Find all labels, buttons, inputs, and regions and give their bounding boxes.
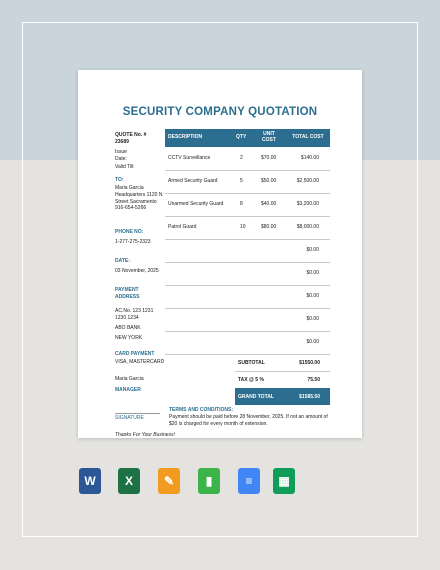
table-row xyxy=(165,193,330,217)
cell-total-cost: $0.00 xyxy=(306,316,319,322)
grand-total-value: $1585.50 xyxy=(299,394,320,400)
cell-qty: 5 xyxy=(240,178,243,184)
table-row xyxy=(165,285,330,309)
phone-label: PHONE NO: xyxy=(115,229,144,235)
signer-role: MANAGER xyxy=(115,387,141,393)
cell-description: Patrol Guard xyxy=(168,224,197,230)
cell-qty: 2 xyxy=(240,155,243,161)
header-description: DESCRIPTION xyxy=(168,134,203,140)
cell-description: Unarmed Security Guard xyxy=(168,201,224,207)
cell-total-cost: $0.00 xyxy=(306,339,319,345)
app-icon-row xyxy=(0,468,440,498)
signature-label: SIGNATURE xyxy=(115,415,144,421)
cell-unit-cost: $50.00 xyxy=(261,178,277,184)
document-title: SECURITY COMPANY QUOTATION xyxy=(122,106,318,118)
header-total-cost: TOTAL COST xyxy=(292,134,324,140)
to-label: TO: xyxy=(115,177,124,183)
date-value: 03 November, 2025 xyxy=(115,268,159,274)
table-row xyxy=(165,147,330,171)
subtotal-row xyxy=(235,354,330,372)
tax-label: TAX @ 5 % xyxy=(238,377,264,383)
payment-address-label: PAYMENT ADDRESS xyxy=(115,287,140,300)
pages-icon-glyph: ✎ xyxy=(163,474,175,488)
signer-name: Maria Garcia xyxy=(115,376,144,382)
payment-address: AC.No. 123 1231 1230 1234 xyxy=(115,308,154,321)
cell-total-cost: $0.00 xyxy=(306,293,319,299)
excel-icon-glyph: X xyxy=(124,474,133,488)
subtotal-label: SUBTOTAL xyxy=(238,360,265,366)
word-icon[interactable] xyxy=(79,468,101,494)
numbers-icon[interactable] xyxy=(198,468,220,494)
google-docs-icon-glyph: ≡ xyxy=(245,474,253,488)
cell-total-cost: $140.00 xyxy=(300,155,319,161)
to-address: Headquarters 1120 N Street Sacramento 916-654-5266 xyxy=(115,192,163,211)
signature-line xyxy=(115,413,160,414)
pages-icon[interactable] xyxy=(158,468,180,494)
valid-till-label: Valid Till: xyxy=(115,164,135,170)
tax-row xyxy=(235,371,330,389)
card-payment-label: CARD PAYMENT xyxy=(115,351,155,357)
thanks-message: Thanks For Your Business! xyxy=(115,432,175,438)
cell-unit-cost: $80.00 xyxy=(261,224,277,230)
cell-total-cost: $2,500.00 xyxy=(296,178,319,184)
cell-description: Armed Security Guard xyxy=(168,178,218,184)
card-payment-value: VISA, MASTERCARD xyxy=(115,359,165,365)
grand-total-label: GRAND TOTAL xyxy=(238,394,274,400)
google-sheets-icon[interactable] xyxy=(273,468,295,494)
date-label: DATE: xyxy=(115,258,130,264)
cell-unit-cost: $70.00 xyxy=(261,155,277,161)
quote-number-label: QUOTE No. # xyxy=(115,132,147,138)
table-row xyxy=(165,239,330,263)
grand-total-row xyxy=(235,388,330,405)
header-unit-cost: UNIT COST xyxy=(262,131,276,143)
issue-date-label: Issue Date: xyxy=(115,149,127,162)
subtotal-value: $1550.00 xyxy=(299,360,320,366)
numbers-icon-glyph: ▮ xyxy=(205,474,213,488)
cell-total-cost: $0.00 xyxy=(306,270,319,276)
cell-unit-cost: $40.00 xyxy=(261,201,277,207)
bank-city: NEW YORK xyxy=(115,335,143,341)
cell-total-cost: $8,000.00 xyxy=(296,224,319,230)
google-docs-icon[interactable] xyxy=(238,468,260,494)
table-row xyxy=(165,308,330,332)
terms-text: Payment should be paid before 28 November, 2025. If not an amount of $20 is charged for every month of extension. xyxy=(169,414,328,427)
cell-qty: 10 xyxy=(240,224,246,230)
table-header xyxy=(165,129,330,147)
cell-total-cost: $3,200.00 xyxy=(296,201,319,207)
phone-value: 1-277-275-2323 xyxy=(115,239,151,245)
cell-total-cost: $0.00 xyxy=(306,247,319,253)
table-row xyxy=(165,262,330,286)
bank-name: ABO BANK xyxy=(115,325,141,331)
terms-label: TERMS AND CONDITIONS: xyxy=(169,407,233,413)
to-name: Maria Garcia xyxy=(115,185,144,191)
excel-icon[interactable] xyxy=(118,468,140,494)
quotation-document xyxy=(78,70,362,438)
table-row xyxy=(165,331,330,355)
google-sheets-icon-glyph: ▦ xyxy=(278,474,290,488)
table-row xyxy=(165,216,330,240)
tax-value: 75.50 xyxy=(307,377,320,383)
header-qty: QTY xyxy=(236,134,247,140)
cell-description: CCTV Surveillance xyxy=(168,155,211,161)
quote-number: 23689 xyxy=(115,139,129,145)
table-row xyxy=(165,170,330,194)
word-icon-glyph: W xyxy=(84,474,96,488)
cell-qty: 8 xyxy=(240,201,243,207)
